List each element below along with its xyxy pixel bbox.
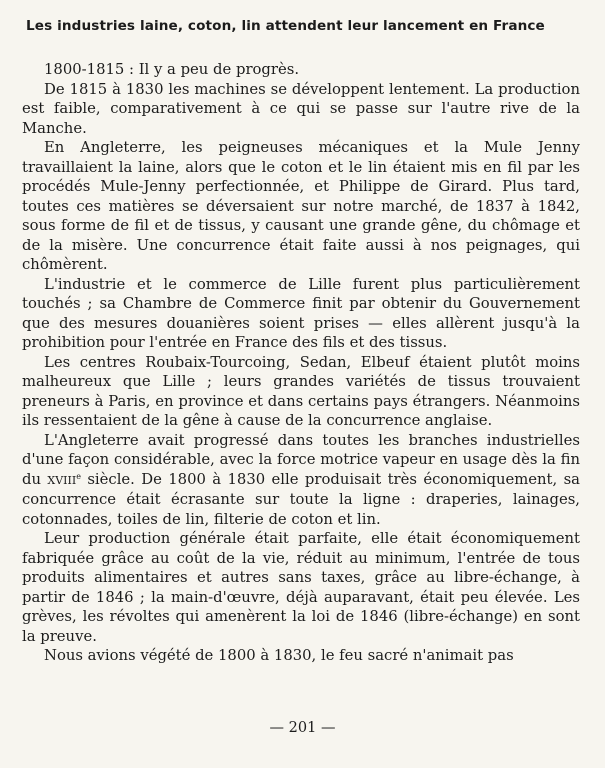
- century-superscript: e: [76, 471, 81, 481]
- paragraph-5: Les centres Roubaix-Tourcoing, Sedan, Elbeuf étaient plutôt moins malheureux que Lille ; leurs grandes variétés de tissus trouvaient preneurs à Paris, en province et dans certains pays étrangers. Néanmoins ils ressentaient de la gêne à cause de la concurrence anglaise.: [22, 353, 580, 429]
- paragraph-4: L'industrie et le commerce de Lille furent plus particulièrement touchés ; sa Chambre de Commerce finit par obtenir du Gouvernement que des mesures douanières soient prises — elles allèrent jusqu'à la prohibition pour l'entrée en France des fils et des tissus.: [22, 275, 580, 351]
- paragraph-7: Leur production générale était parfaite, elle était économiquement fabriquée grâce au coût de la vie, réduit au minimum, l'entrée de tous produits alimentaires et autres sans taxes, grâce au libre-échange, à partir de 1846 ; la main-d'œuvre, déjà auparavant, était peu élevée. Les grèves, les révoltes qui amenèrent la loi de 1846 (libre-échange) en sont la preuve.: [22, 530, 580, 645]
- paragraph-2: De 1815 à 1830 les machines se développent lentement. La production est faible, comparativement à ce qui se passe sur l'autre rive de la Manche.: [22, 80, 580, 137]
- paragraph-6-part-2: siècle. De 1800 à 1830 elle produisait très économiquement, sa concurrence était écrasante sur toute la ligne : draperies, lainages, cotonnades, toiles de lin, filterie de coton et lin.: [22, 470, 580, 528]
- paragraph-1: 1800-1815 : Il y a peu de progrès.: [44, 61, 300, 78]
- page-number: — 201 —: [269, 720, 336, 736]
- paragraph-3: En Angleterre, les peigneuses mécaniques et la Mule Jenny travaillaient la laine, alors que le coton et le lin étaient mis en fil par les procédés Mule-Jenny perfectionnée, et Philippe de Girard. Plus tard, toutes ces matières se déversaient sur notre marché, de 1837 à 1842, sous forme de fil et de tissus, y causant une grande gêne, du chômage et de la misère. Une concurrence était faite aussi à nos peignages, qui chômèrent.: [22, 139, 580, 273]
- paragraph-6: [22, 431, 580, 530]
- body-text: [22, 60, 580, 666]
- paragraph-6-part-1: L'Angleterre avait progressé dans toutes les branches industrielles d'une façon considérable, avec la force motrice vapeur en usage dès la fin du: [22, 431, 580, 488]
- paragraph-8: Nous avions végété de 1800 à 1830, le feu sacré n'animait pas: [44, 647, 514, 664]
- century-numeral: XVIII: [47, 473, 77, 487]
- running-header: Les industries laine, coton, lin attendent leur lancement en France: [26, 18, 545, 34]
